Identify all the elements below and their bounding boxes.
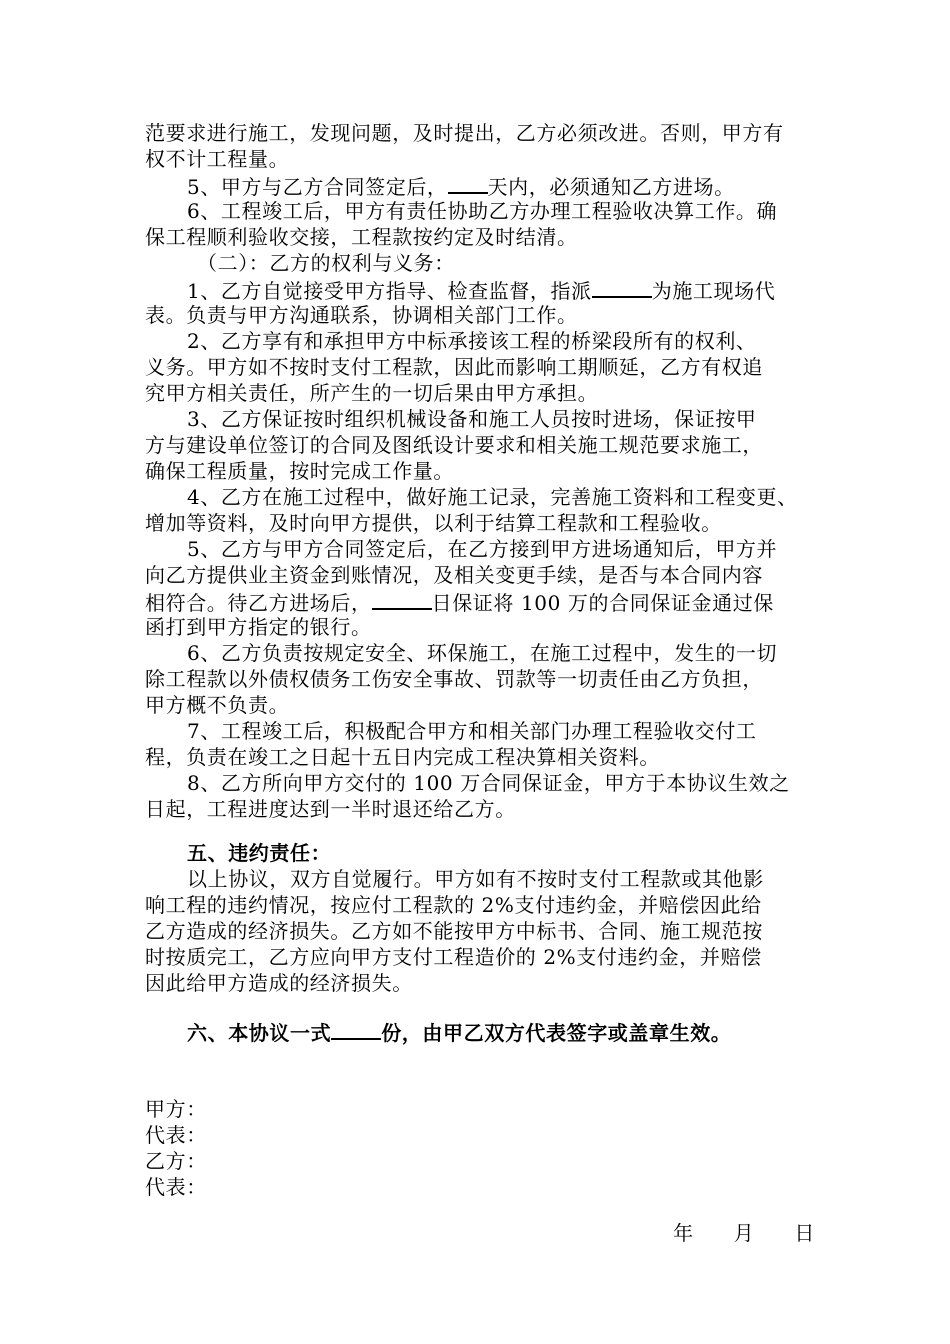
text-segment: 日保证将 100 万的合同保证金通过保 [431,591,774,615]
text-line: 范要求进行施工，发现问题，及时提出，乙方必须改进。否则，甲方有 [145,121,784,145]
text-line: 除工程款以外债权债务工伤安全事故、罚款等一切责任由乙方负担， [145,667,763,691]
text-line: 5、乙方与甲方合同签定后，在乙方接到甲方进场通知后，甲方并 [187,537,778,561]
date-year: 年 [673,1221,694,1245]
text-line: 8、乙方所向甲方交付的 100 万合同保证金，甲方于本协议生效之 [187,771,790,795]
text-line: 时按质完工，乙方应向甲方支付工程造价的 2%支付违约金，并赔偿 [145,945,762,969]
text-segment: 份，由甲乙双方代表签字或盖章生效。 [381,1021,732,1045]
fill-in-blank [448,172,488,194]
document-page [145,120,815,1246]
section-heading-breach: 五、违约责任： [187,841,332,865]
text-segment: 天内，必须通知乙方进场。 [487,175,735,199]
text-line: 增加等资料，及时向甲方提供，以利于结算工程款和工程验收。 [145,511,722,535]
text-segment: 相符合。待乙方进场后， [145,591,372,615]
section-heading-copies [145,1018,815,1044]
date-day: 日 [794,1221,815,1245]
text-line: 因此给甲方造成的经济损失。 [145,971,413,995]
text-segment: 1、乙方自觉接受甲方指导、检查监督，指派 [187,279,592,303]
fill-in-blank [592,276,652,298]
text-line: 日起，工程进度达到一半时退还给乙方。 [145,797,516,821]
clause-b1 [145,276,815,302]
text-segment: 六、本协议一式 [187,1021,332,1045]
text-line: 究甲方相关责任，所产生的一切后果由甲方承担。 [145,381,599,405]
party-b-label: 乙方： [145,1149,207,1173]
clause-b5-deadline [145,588,815,614]
signing-date [145,1220,815,1246]
text-line: 4、乙方在施工过程中，做好施工记录，完善施工资料和工程变更、 [187,485,798,509]
text-line: 程，负责在竣工之日起十五日内完成工程决算相关资料。 [145,745,660,769]
text-segment: 为施工现场代 [651,279,776,303]
text-line: 3、乙方保证按时组织机械设备和施工人员按时进场，保证按甲 [187,407,757,431]
text-line: 甲方概不负责。 [145,693,290,717]
party-a-label: 甲方： [145,1097,207,1121]
text-line: 以上协议，双方自觉履行。甲方如有不按时支付工程款或其他影 [187,867,764,891]
clause-a5 [145,172,815,198]
fill-in-blank [372,588,432,610]
text-line: 义务。甲方如不按时支付工程款，因此而影响工期顺延，乙方有权追 [145,355,763,379]
party-a-rep-label: 代表： [145,1123,207,1147]
text-line: 函打到甲方指定的银行。 [145,615,372,639]
date-month: 月 [733,1221,755,1245]
subsection-heading: （二）：乙方的权利与义务： [197,251,455,275]
fill-in-blank [331,1018,381,1040]
text-line: 乙方造成的经济损失。乙方如不能按甲方中标书、合同、施工规范按 [145,919,763,943]
text-segment: 5、甲方与乙方合同签定后， [187,175,448,199]
text-line: 确保工程质量，按时完成工作量。 [145,459,454,483]
text-line: 响工程的违约情况，按应付工程款的 2%支付违约金，并赔偿因此给 [145,893,762,917]
text-line: 6、工程竣工后，甲方有责任协助乙方办理工程验收决算工作。确 [187,199,778,223]
party-b-rep-label: 代表： [145,1175,207,1199]
text-line: 2、乙方享有和承担甲方中标承接该工程的桥梁段所有的权利、 [187,329,757,353]
text-line: 向乙方提供业主资金到账情况，及相关变更手续，是否与本合同内容 [145,563,763,587]
text-line: 方与建设单位签订的合同及图纸设计要求和相关施工规范要求施工， [145,433,763,457]
text-line: 7、工程竣工后，积极配合甲方和相关部门办理工程验收交付工 [187,719,757,743]
text-line: 保工程顺利验收交接，工程款按约定及时结清。 [145,225,578,249]
text-line: 6、乙方负责按规定安全、环保施工，在施工过程中，发生的一切 [187,641,778,665]
text-line: 权不计工程量。 [145,147,290,171]
text-line: 表。负责与甲方沟通联系，协调相关部门工作。 [145,303,578,327]
